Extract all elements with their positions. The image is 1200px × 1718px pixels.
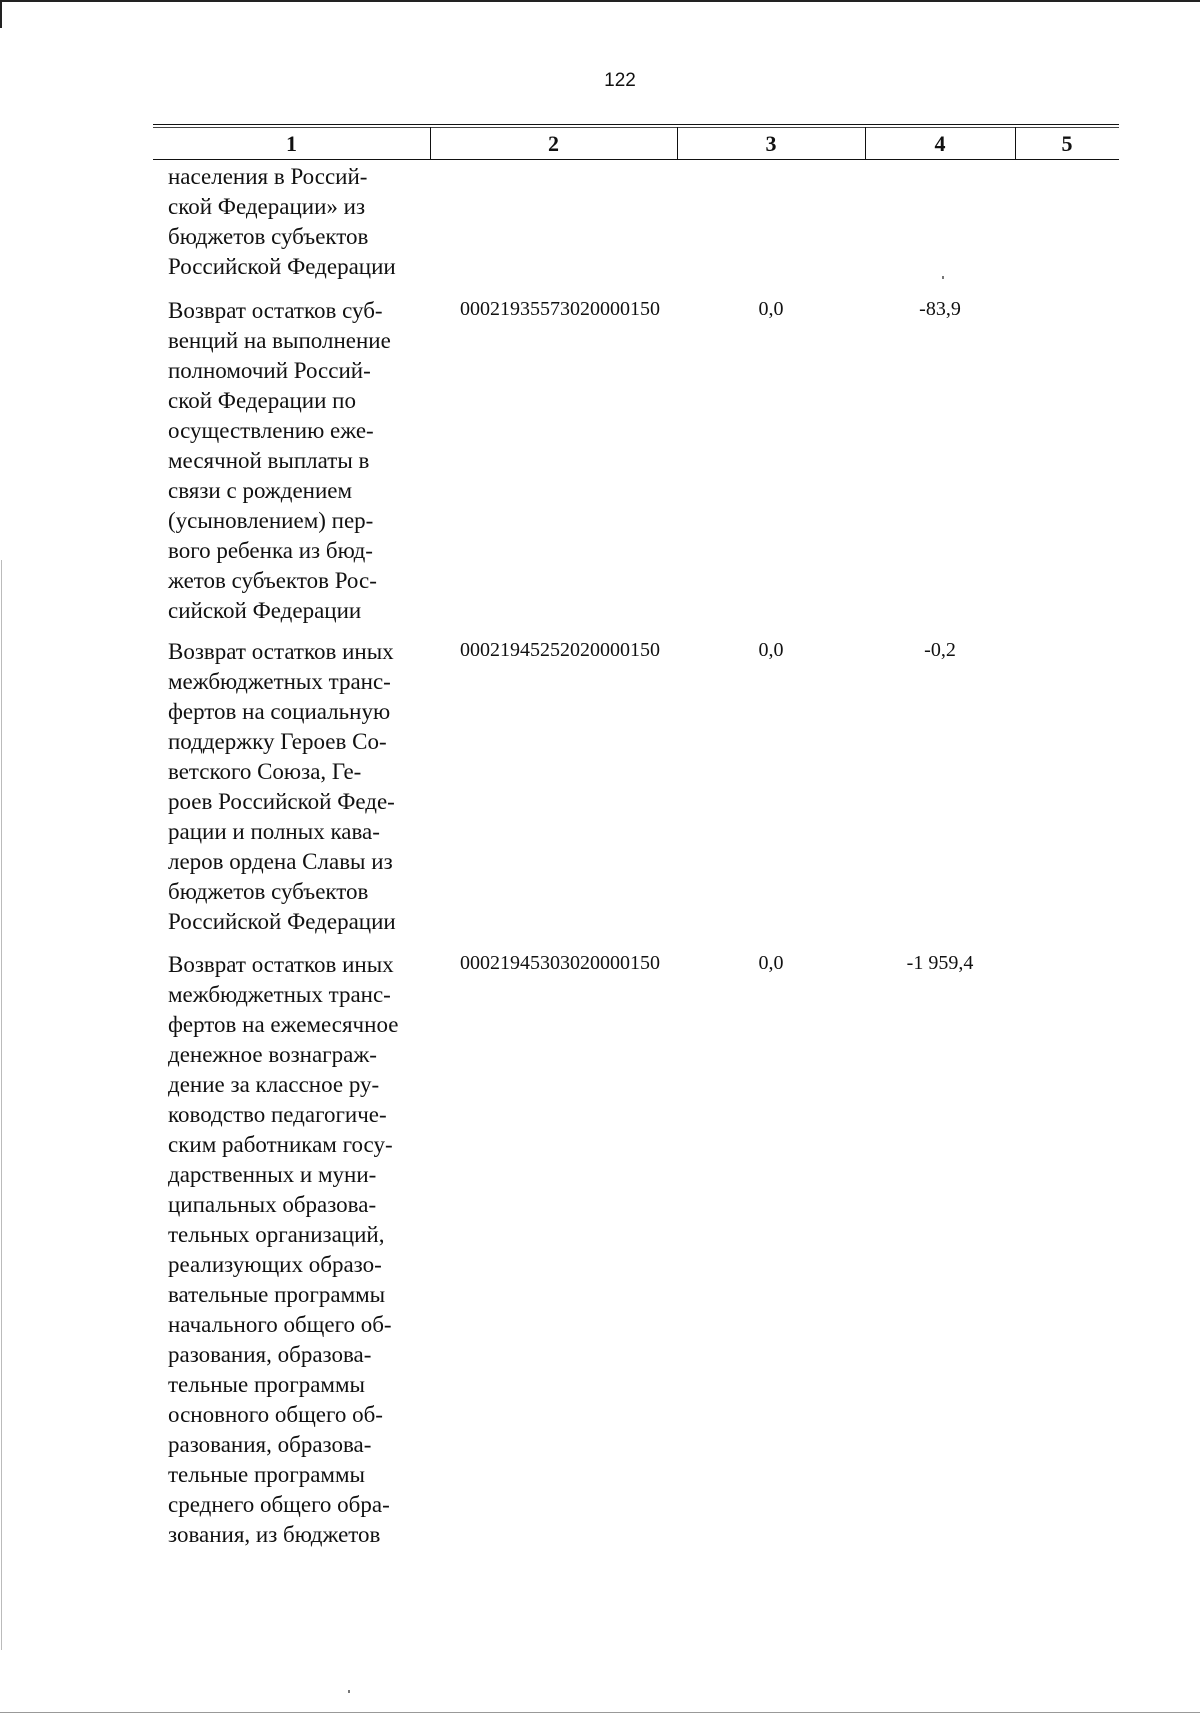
header-top-rule [153,124,1119,125]
row-description: Возврат остатков суб- венций на выполнение полномочий Россий- ской Федерации по осуществлению еже- месячной выплаты в связи с рождением (усыновлением) пер- вого ребенка из бюд- жетов субъектов Рос- сийской Федерации [168,298,391,623]
header-col-4: 4 [934,131,946,156]
row-description: Возврат остатков иных межбюджетных транс- фертов на ежемесячное денежное вознаграж- дение за классное ру- ководство педагогиче- ским работникам госу- дарственных и муни- ципальных образова- тельных организаций, реализующих образо- вательные программы начального общего об- разования, образова- тельные программы основного общего об- разования, образова- тельные программы среднего общего обра- зования, из бюджетов [168,952,399,1547]
row-code: 00021945252020000150 [460,639,660,661]
row-value-col4: -0,2 [924,639,956,661]
row-value-col3: 0,0 [758,952,784,974]
scan-speck [942,276,944,279]
scan-edge-mark [0,0,2,28]
row-description: населения в Россий- ской Федерации» из бюджетов субъектов Российской Федерации [168,164,396,279]
row-value-col3: 0,0 [758,298,784,320]
header-col-1: 1 [286,131,297,156]
row-description: Возврат остатков иных межбюджетных транс- фертов на социальную поддержку Героев Со- ветского Союза, Ге- роев Российской Феде- рации и полных кава- леров ордена Славы из бюджетов субъектов Российской Федерации [168,639,396,934]
row-value-col4: -1 959,4 [906,952,974,974]
scan-edge-top [0,0,1200,2]
header-col-2: 2 [548,131,559,156]
scan-edge-left [1,560,2,1650]
page-number: 122 [604,70,636,91]
row-value-col3: 0,0 [758,639,784,661]
row-code: 00021945303020000150 [460,952,660,974]
header-bottom-rule [153,159,1119,160]
header-col-5: 5 [1061,131,1073,156]
header-col-3: 3 [765,131,777,156]
row-value-col4: -83,9 [919,298,961,320]
header-double-rule [153,127,1119,128]
scan-edge-bottom [0,1712,1200,1713]
scan-speck [348,1690,350,1693]
row-code: 00021935573020000150 [460,298,660,320]
